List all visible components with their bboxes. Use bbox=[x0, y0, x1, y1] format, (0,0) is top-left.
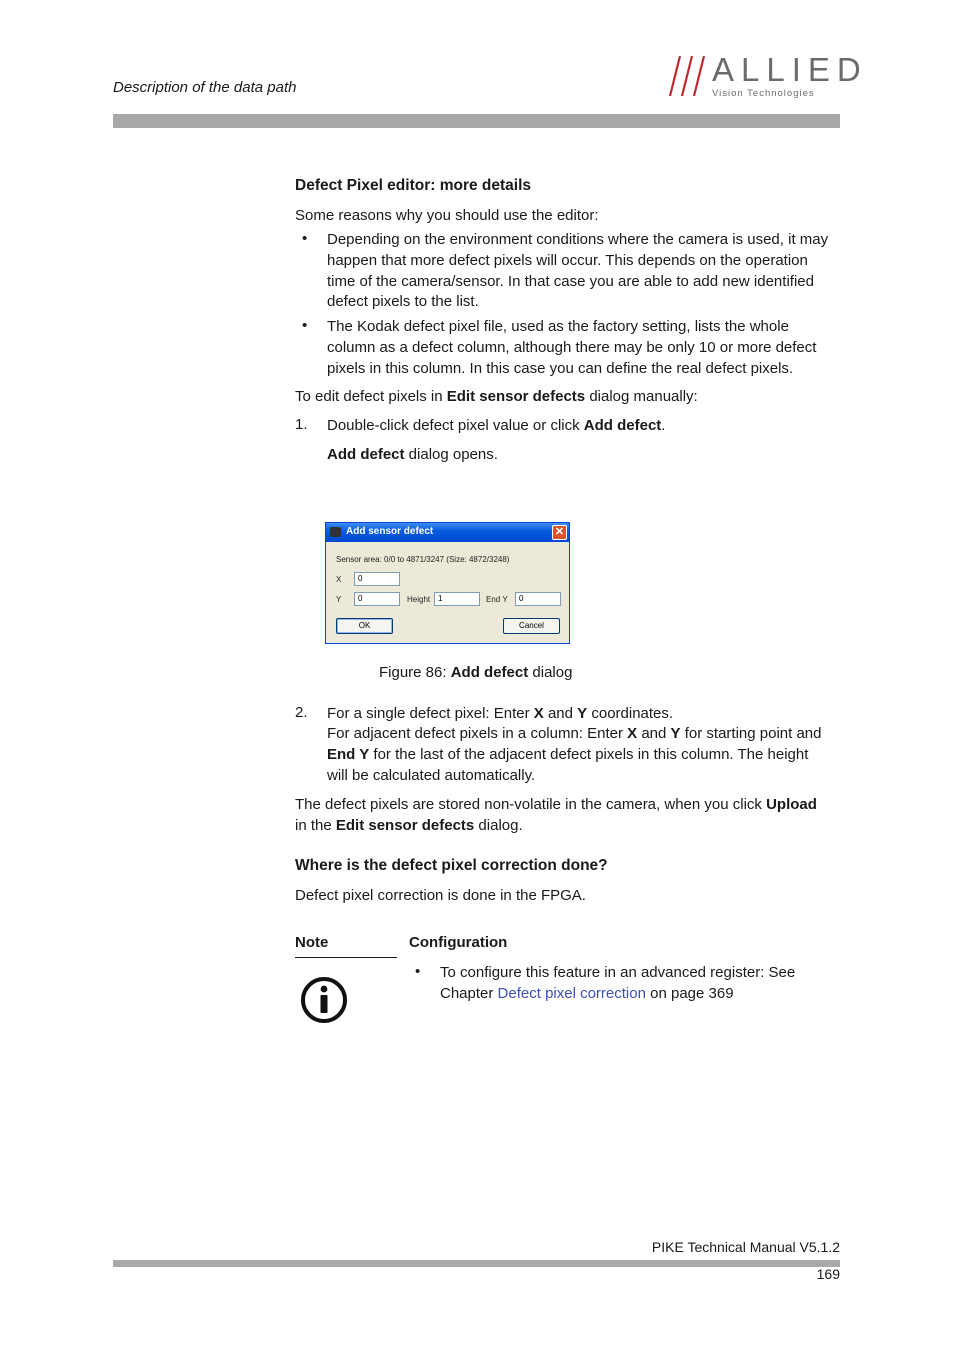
step1-text: Double-click defect pixel value or click Add defect. bbox=[327, 417, 666, 434]
bullet-marker: • bbox=[302, 317, 308, 334]
y-label: Y bbox=[336, 595, 342, 604]
step2-line2: For adjacent defect pixels in a column: Enter X and Y for starting point and bbox=[327, 725, 822, 742]
ok-button[interactable]: OK bbox=[336, 618, 393, 634]
height-input[interactable]: 1 bbox=[434, 592, 480, 606]
add-sensor-defect-dialog bbox=[325, 522, 570, 644]
x-input[interactable]: 0 bbox=[354, 572, 400, 586]
note-label: Note bbox=[295, 934, 329, 951]
logo-wordmark: ALLIED bbox=[712, 51, 868, 88]
section-heading-editor: Defect Pixel editor: more details bbox=[295, 177, 532, 194]
dialog-title: Add sensor defect bbox=[346, 526, 434, 537]
edit-intro: To edit defect pixels in Edit sensor defects dialog manually: bbox=[295, 388, 698, 405]
info-icon bbox=[300, 976, 348, 1024]
footer-manual-title: PIKE Technical Manual V5.1.2 bbox=[651, 1239, 840, 1255]
camera-icon bbox=[330, 527, 341, 537]
header-rule bbox=[113, 114, 840, 128]
step-number: 2. bbox=[295, 704, 308, 721]
step-number: 1. bbox=[295, 416, 308, 433]
bullet-marker: • bbox=[302, 230, 308, 247]
page-number: 169 bbox=[816, 1266, 840, 1282]
correction-text: Defect pixel correction is done in the FPGA. bbox=[295, 887, 586, 904]
figure-caption: Figure 86: Add defect dialog bbox=[379, 664, 573, 681]
height-label: Height bbox=[407, 595, 431, 604]
step2-line3: End Y for the last of the adjacent defect pixels in this column. The height bbox=[327, 746, 809, 763]
close-icon[interactable]: ✕ bbox=[552, 525, 567, 540]
running-header: Description of the data path bbox=[113, 79, 297, 96]
step2-line4: will be calculated automatically. bbox=[327, 767, 536, 784]
y-input[interactable]: 0 bbox=[354, 592, 400, 606]
step1-result: Add defect dialog opens. bbox=[327, 446, 498, 463]
cancel-button[interactable]: Cancel bbox=[503, 618, 560, 634]
logo-subtitle: Vision Technologies bbox=[712, 88, 815, 99]
end-y-label: End Y bbox=[486, 595, 508, 604]
defect-pixel-correction-link[interactable]: Defect pixel correction bbox=[497, 984, 646, 1002]
note-rule bbox=[295, 957, 397, 958]
note-heading: Configuration bbox=[409, 934, 508, 951]
note-bullet: To configure this feature in an advanced register: See Chapter Defect pixel correction on page 369 bbox=[440, 964, 796, 1002]
stored-line2: in the Edit sensor defects dialog. bbox=[295, 817, 523, 834]
end-y-input[interactable]: 0 bbox=[515, 592, 561, 606]
dialog-titlebar bbox=[326, 523, 569, 542]
intro-text: Some reasons why you should use the editor: bbox=[295, 207, 599, 224]
bullet-marker: • bbox=[415, 963, 421, 980]
x-label: X bbox=[336, 575, 342, 584]
sensor-area-label: Sensor area: 0/0 to 4871/3247 (Size: 4872/3248) bbox=[336, 555, 510, 564]
logo-slashes-icon bbox=[668, 54, 714, 98]
section-heading-correction: Where is the defect pixel correction done? bbox=[295, 857, 608, 874]
bullet-item: The Kodak defect pixel file, used as the factory setting, lists the whole column as a defect column, although there may be only 10 or more defect pixels in this column. In this case you can define the real defect pixels. bbox=[327, 318, 817, 377]
step2-line1: For a single defect pixel: Enter X and Y coordinates. bbox=[327, 705, 674, 722]
stored-line1: The defect pixels are stored non-volatile in the camera, when you click Upload bbox=[295, 796, 817, 813]
bullet-item: Depending on the environment conditions where the camera is used, it may happen that more defect pixels will occur. This depends on the operation time of the camera/sensor. In that case you are able to add new identified defect pixels to the list. bbox=[327, 231, 829, 311]
